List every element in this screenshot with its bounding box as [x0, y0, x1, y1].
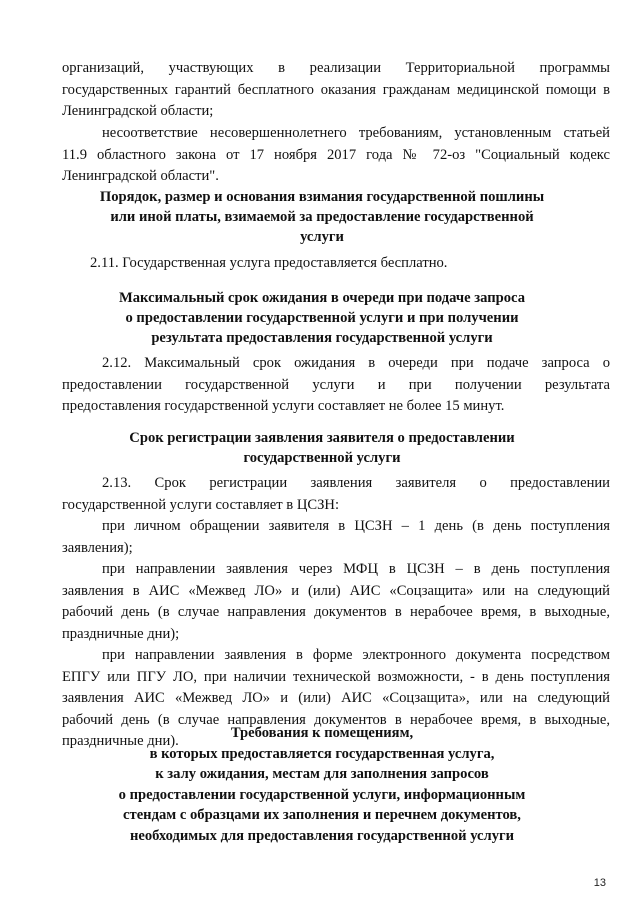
heading-line: Срок регистрации заявления заявителя о предоставлении: [129, 430, 515, 446]
text-line: 2.11. Государственная услуга предоставляется бесплатно.: [90, 255, 448, 271]
paragraph-2-13: [62, 473, 610, 516]
text-line: заявления);: [62, 539, 133, 556]
section-heading-queue: [62, 288, 582, 348]
heading-line: результата предоставления государственной услуги: [151, 330, 493, 346]
text-line: 11.9 областного закона от 17 ноября 2017 года № 72-оз "Социальный кодекс: [62, 146, 610, 163]
text-line: организаций, участвующих в реализации Территориальной программы: [62, 60, 610, 76]
heading-line: о предоставлении государственной услуги, информационным: [118, 786, 526, 803]
text-line: государственных гарантий бесплатного оказания гражданам медицинской помощи в: [62, 81, 610, 98]
heading-line: Порядок, размер и основания взимания государственной пошлины: [99, 189, 545, 205]
text-line: рабочий день (в случае направления документов в нерабочее время, в выходные,: [62, 604, 610, 620]
text-line: рабочий день (в случае направления документов в нерабочее время, в выходные,: [62, 711, 610, 728]
paragraph-via-mfc: [62, 559, 610, 645]
text-line: предоставлении государственной услуги и при получении результата: [62, 376, 610, 393]
heading-line: услуги: [300, 229, 344, 245]
heading-line: Максимальный срок ожидания в очереди при подаче запроса: [118, 290, 525, 306]
text-line: при личном обращении заявителя в ЦСЗН – 1 день (в день поступления: [102, 518, 610, 534]
text-line: 2.13. Срок регистрации заявления заявителя о предоставлении: [102, 475, 610, 491]
page-number: 13: [593, 877, 606, 889]
paragraph-2-11: [62, 253, 610, 275]
paragraph-continuation: [62, 58, 610, 123]
heading-line: Требования к помещениям,: [230, 725, 414, 741]
text-line: Ленинградской области;: [62, 103, 214, 119]
text-line: при направлении заявления в форме электронного документа посредством: [102, 647, 610, 663]
text-line: предоставления государственной услуги составляет не более 15 минут.: [62, 398, 505, 414]
text-line: ЕПГУ или ПГУ ЛО, при наличии технической возможности, - в день поступления: [62, 668, 610, 685]
text-line: заявления АИС «Межвед ЛО» и (или) АИС «Соцзащита», или на следующий: [62, 690, 610, 706]
paragraph-minor-mismatch: [62, 123, 610, 188]
text-line: 2.12. Максимальный срок ожидания в очереди при подаче запроса о: [102, 355, 610, 371]
section-heading-fee: [62, 187, 582, 247]
text-line: праздничные дни).: [62, 733, 179, 749]
text-line: Ленинградской области".: [62, 168, 219, 184]
text-line: государственной услуги составляет в ЦСЗН:: [62, 496, 340, 513]
heading-line: стендам с образцами их заполнения и перечнем документов,: [123, 807, 521, 823]
text-line: при направлении заявления через МФЦ в ЦСЗН – в день поступления: [102, 561, 610, 577]
heading-line: государственной услуги: [243, 450, 401, 466]
heading-line: к залу ожидания, местам для заполнения запросов: [155, 766, 489, 782]
heading-line: необходимых для предоставления государственной услуги: [129, 827, 515, 844]
text-line: несоответствие несовершеннолетнего требованиям, установленным статьей: [102, 125, 610, 141]
heading-line: о предоставлении государственной услуги и при получении: [125, 310, 519, 326]
paragraph-2-12: [62, 353, 610, 418]
paragraph-personal-visit: [62, 516, 610, 559]
section-heading-registration: [62, 428, 582, 468]
text-line: заявления в АИС «Межвед ЛО» и (или) АИС «Соцзащита» или на следующий: [62, 582, 610, 599]
heading-line: в которых предоставляется государственная услуга,: [149, 745, 495, 762]
section-heading-premises: [62, 723, 582, 846]
heading-line: или иной платы, взимаемой за предоставление государственной: [110, 209, 534, 225]
text-line: праздничные дни);: [62, 625, 180, 642]
